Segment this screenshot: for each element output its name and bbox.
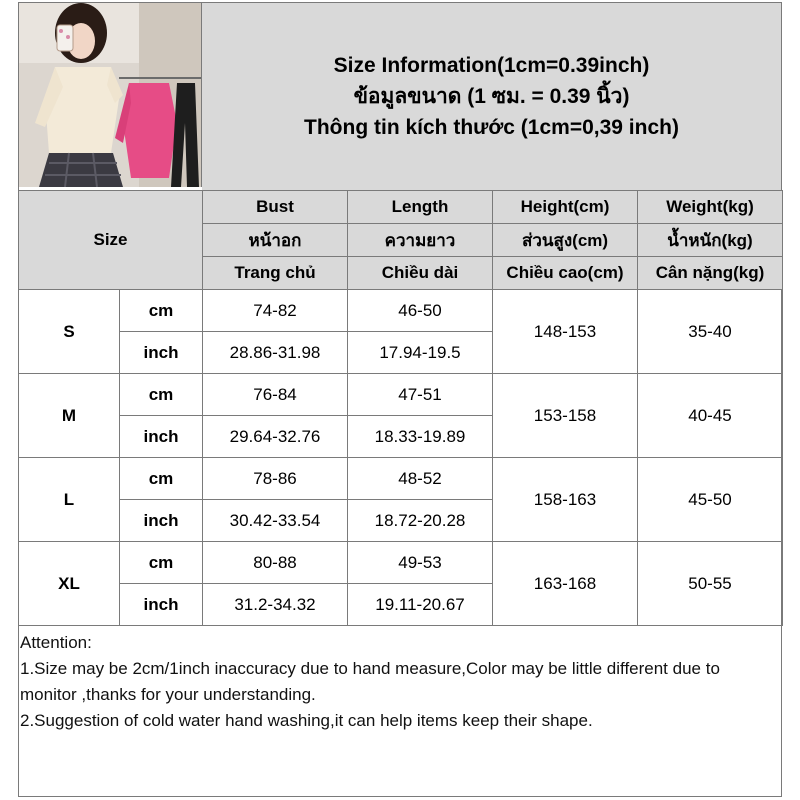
attention-note-1: 1.Size may be 2cm/1inch inaccuracy due to hand measure,Color may be little different due to monitor ,thanks for your understanding. — [20, 659, 720, 704]
size-column-title: Size — [19, 191, 203, 290]
unit-label: inch — [120, 500, 203, 542]
height-value: 163-168 — [493, 542, 638, 626]
col-header-bust-th: หน้าอก — [203, 224, 348, 257]
size-label: L — [19, 458, 120, 542]
length-cm-value: 48-52 — [348, 458, 493, 500]
col-header-weight-vi: Cân nặng(kg) — [638, 257, 783, 290]
bust-inch-value: 29.64-32.76 — [203, 416, 348, 458]
unit-label: inch — [120, 584, 203, 626]
bust-inch-value: 30.42-33.54 — [203, 500, 348, 542]
header-title-en: Size Information(1cm=0.39inch) — [333, 54, 650, 77]
bust-cm-value: 74-82 — [203, 290, 348, 332]
bust-inch-value: 28.86-31.98 — [203, 332, 348, 374]
length-cm-value: 49-53 — [348, 542, 493, 584]
length-cm-value: 47-51 — [348, 374, 493, 416]
length-inch-value: 18.33-19.89 — [348, 416, 493, 458]
weight-value: 35-40 — [638, 290, 783, 374]
col-header-length-vi: Chiều dài — [348, 257, 493, 290]
size-label: M — [19, 374, 120, 458]
col-header-weight-en: Weight(kg) — [638, 191, 783, 224]
length-inch-value: 19.11-20.67 — [348, 584, 493, 626]
unit-label: cm — [120, 374, 203, 416]
weight-value: 40-45 — [638, 374, 783, 458]
size-table — [18, 190, 783, 626]
bust-cm-value: 76-84 — [203, 374, 348, 416]
bust-cm-value: 78-86 — [203, 458, 348, 500]
col-header-height-vi: Chiều cao(cm) — [493, 257, 638, 290]
product-photo — [19, 3, 202, 187]
header-title-vi: Thông tin kích thước (1cm=0,39 inch) — [304, 116, 679, 139]
height-value: 148-153 — [493, 290, 638, 374]
header-title-th: ข้อมูลขนาด (1 ซม. = 0.39 นิ้ว) — [353, 85, 630, 108]
unit-label: cm — [120, 542, 203, 584]
unit-label: inch — [120, 332, 203, 374]
col-header-length-th: ความยาว — [348, 224, 493, 257]
bust-inch-value: 31.2-34.32 — [203, 584, 348, 626]
height-value: 153-158 — [493, 374, 638, 458]
table-header-row — [19, 191, 783, 224]
size-label: XL — [19, 542, 120, 626]
length-inch-value: 17.94-19.5 — [348, 332, 493, 374]
size-info-header — [202, 3, 781, 190]
table-row — [19, 374, 783, 416]
table-row — [19, 290, 783, 332]
size-label: S — [19, 290, 120, 374]
col-header-weight-th: น้ำหนัก(kg) — [638, 224, 783, 257]
attention-title: Attention: — [20, 633, 92, 652]
weight-value: 50-55 — [638, 542, 783, 626]
col-header-length-en: Length — [348, 191, 493, 224]
length-cm-value: 46-50 — [348, 290, 493, 332]
col-header-bust-vi: Trang chủ — [203, 257, 348, 290]
table-row — [19, 458, 783, 500]
col-header-height-en: Height(cm) — [493, 191, 638, 224]
length-inch-value: 18.72-20.28 — [348, 500, 493, 542]
height-value: 158-163 — [493, 458, 638, 542]
col-header-height-th: ส่วนสูง(cm) — [493, 224, 638, 257]
bust-cm-value: 80-88 — [203, 542, 348, 584]
attention-notes — [20, 630, 778, 734]
weight-value: 45-50 — [638, 458, 783, 542]
table-row — [19, 542, 783, 584]
col-header-bust-en: Bust — [203, 191, 348, 224]
unit-label: inch — [120, 416, 203, 458]
unit-label: cm — [120, 290, 203, 332]
attention-note-2: 2.Suggestion of cold water hand washing,it can help items keep their shape. — [20, 711, 593, 730]
unit-label: cm — [120, 458, 203, 500]
